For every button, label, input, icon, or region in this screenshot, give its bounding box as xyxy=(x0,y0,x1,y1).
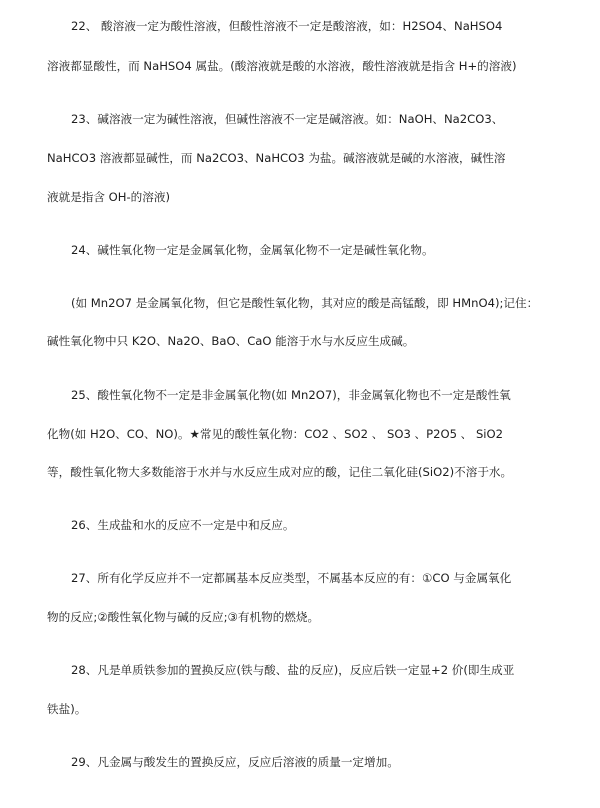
paragraph-25-line-3: 等，酸性氧化物大多数能溶于水并与水反应生成对应的酸，记住二氧化硅(SiO2)不溶于水。 xyxy=(47,465,513,479)
paragraph-25-line-1: 25、酸性氧化物不一定是非金属氧化物(如 Mn2O7)，非金属氧化物也不一定是酸性氧 xyxy=(71,388,511,402)
paragraph-25-line-2: 化物(如 H2O、CO、NO)。★常见的酸性氧化物：CO2 、SO2 、 SO3 、P2O5 、 SiO2 xyxy=(47,427,504,441)
paragraph-24-line-1: 24、碱性氧化物一定是金属氧化物，金属氧化物不一定是碱性氧化物。 xyxy=(71,243,434,257)
paragraph-23-line-1: 23、碱溶液一定为碱性溶液，但碱性溶液不一定是碱溶液。如：NaOH、Na2CO3、 xyxy=(71,112,504,126)
paragraph-29-line-1: 29、凡金属与酸发生的置换反应，反应后溶液的质量一定增加。 xyxy=(71,755,399,769)
paragraph-26-line-1: 26、生成盐和水的反应不一定是中和反应。 xyxy=(71,518,295,532)
paragraph-28-line-2: 铁盐)。 xyxy=(47,702,87,716)
paragraph-24-note-line-1: (如 Mn2O7 是金属氧化物，但它是酸性氧化物，其对应的酸是高锰酸，即 HMnO4);记住： xyxy=(71,296,539,310)
paragraph-22-line-1: 22、 酸溶液一定为酸性溶液，但酸性溶液不一定是酸溶液，如：H2SO4、NaHSO4 xyxy=(71,19,503,33)
paragraph-28-line-1: 28、凡是单质铁参加的置换反应(铁与酸、盐的反应)，反应后铁一定显+2 价(即生成亚 xyxy=(71,663,515,677)
paragraph-27-line-2: 物的反应;②酸性氧化物与碱的反应;③有机物的燃烧。 xyxy=(47,610,320,624)
paragraph-23-line-2: NaHCO3 溶液都显碱性，而 Na2CO3、NaHCO3 为盐。碱溶液就是碱的水溶液，碱性溶 xyxy=(47,151,506,165)
paragraph-23-line-3: 液就是指含 OH-的溶液) xyxy=(47,190,170,204)
paragraph-24-note-line-2: 碱性氧化物中只 K2O、Na2O、BaO、CaO 能溶于水与水反应生成碱。 xyxy=(47,334,415,348)
paragraph-27-line-1: 27、所有化学反应并不一定都属基本反应类型，不属基本反应的有：①CO 与金属氧化 xyxy=(71,571,512,585)
paragraph-22-line-2: 溶液都显酸性，而 NaHSO4 属盐。(酸溶液就是酸的水溶液，酸性溶液就是指含 H+的溶液) xyxy=(47,59,517,73)
